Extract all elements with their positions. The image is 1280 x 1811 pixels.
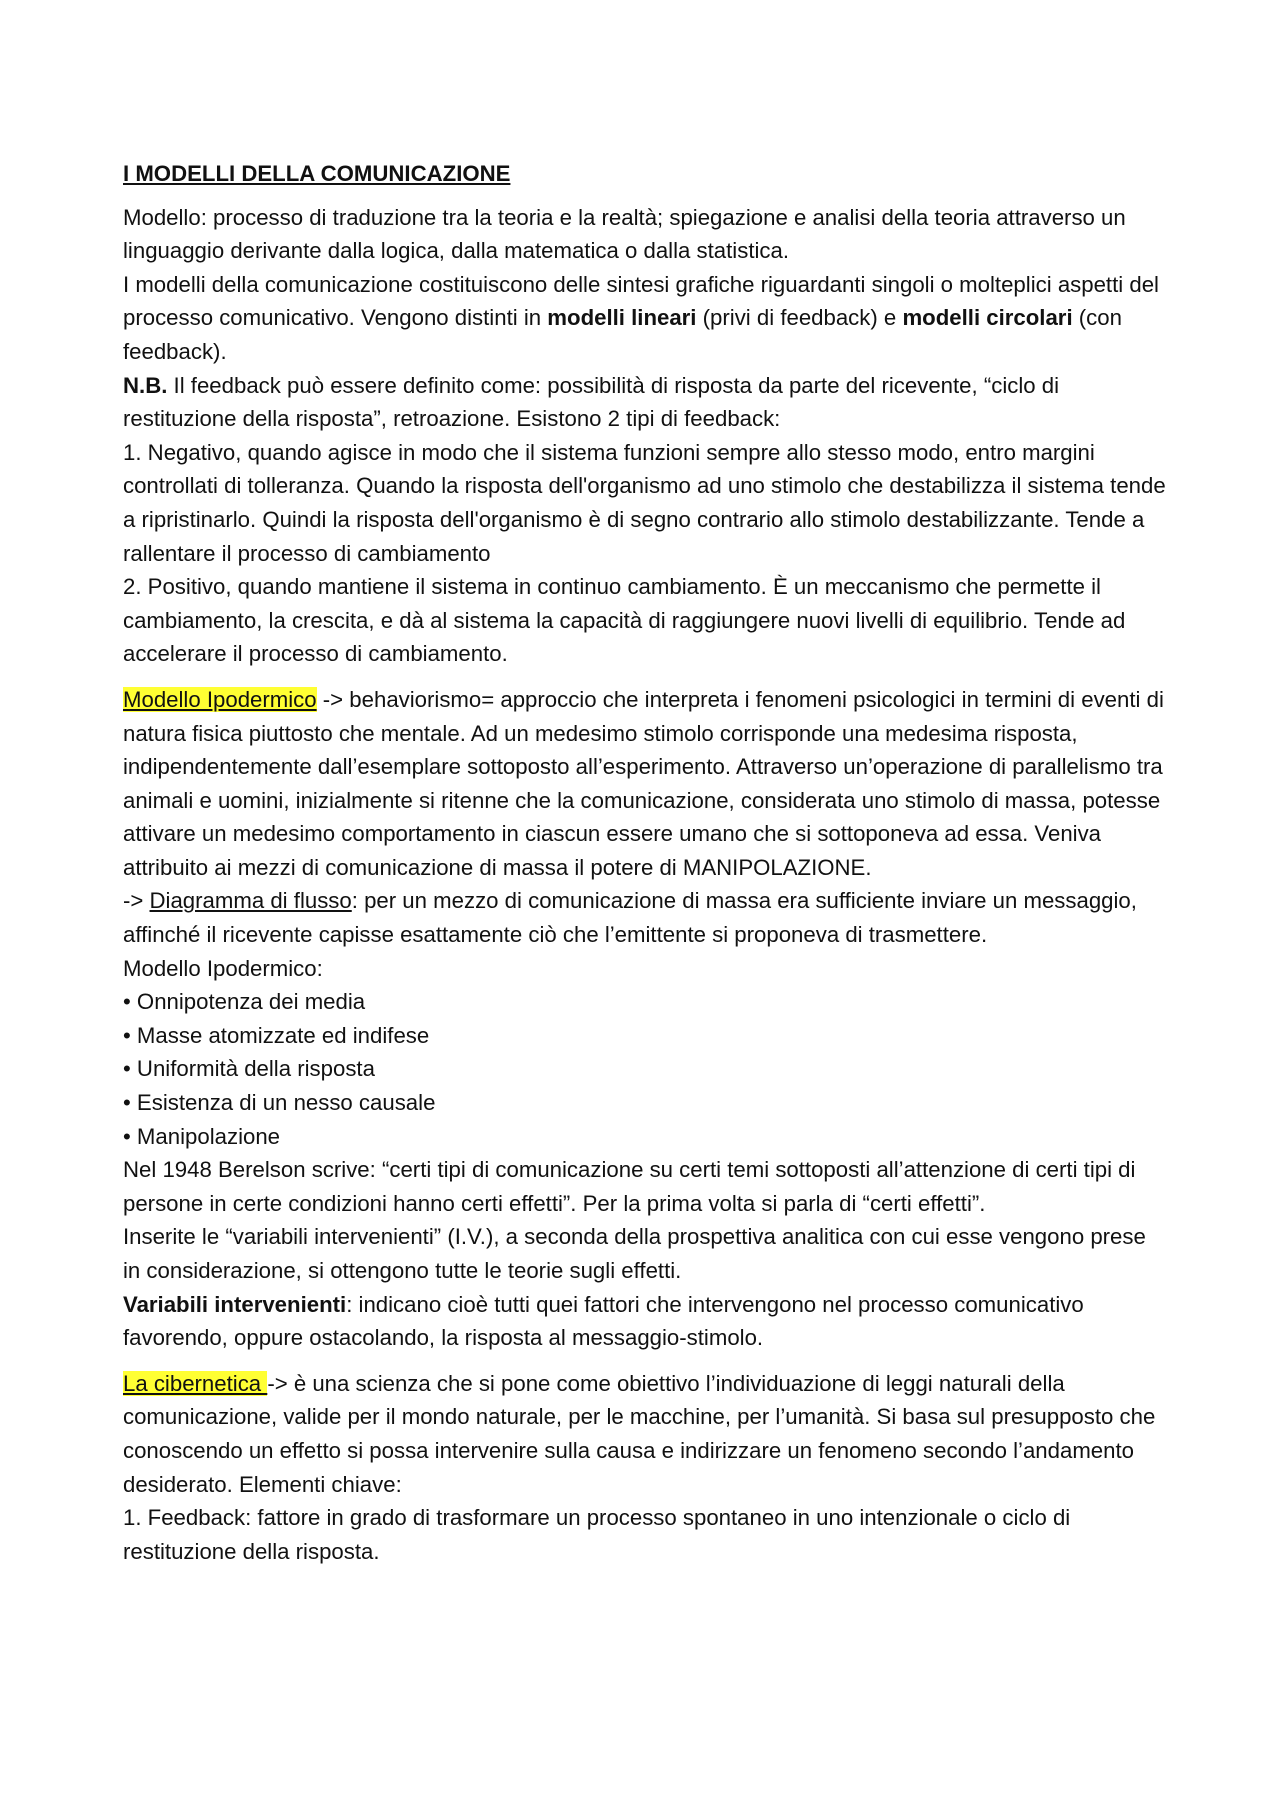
cibernetica-paragraph	[123, 1367, 1168, 1501]
nb-text: Il feedback può essere definito come: possibilità di risposta da parte del ricevente, “ciclo di restituzione della risposta”, retroazione. Esistono 2 tipi di feedback:	[123, 372, 1060, 432]
flow-diagram-label: Diagramma di flusso	[149, 888, 352, 914]
feedback-negative-item: 1. Negativo, quando agisce in modo che il sistema funzioni sempre allo stesso modo, entro margini controllati di tolleranza. Quando la risposta dell'organismo ad uno stimolo che destabilizza il sistema tende a ripristinarlo. Quindi la risposta dell'organismo è di segno contrario allo stimolo destabilizzante. Tende a rallentare il processo di cambiamento	[123, 439, 1166, 566]
list-item: • Uniformità della risposta	[123, 1056, 375, 1082]
intro-section	[123, 201, 1168, 671]
document-body	[123, 157, 1168, 1568]
page-title: I MODELLI DELLA COMUNICAZIONE	[123, 161, 511, 186]
ipodermico-paragraph	[123, 683, 1168, 885]
ipodermico-list-title: Modello Ipodermico:	[123, 955, 323, 981]
variabili-paragraph	[123, 1288, 1168, 1355]
nb-paragraph	[123, 369, 1168, 436]
models-text-c: (privi di feedback) e	[696, 305, 903, 331]
feedback-positive-item: 2. Positivo, quando mantiene il sistema in continuo cambiamento. È un meccanismo che permette il cambiamento, la crescita, e dà al sistema la capacità di raggiungere nuovi livelli di equilibrio. Tende ad accelerare il processo di cambiamento.	[123, 574, 1126, 667]
model-definition: Modello: processo di traduzione tra la teoria e la realtà; spiegazione e analisi della teoria attraverso un linguaggio derivante dalla logica, dalla matematica o dalla statistica.	[123, 204, 1126, 264]
ipodermico-section	[123, 683, 1168, 1355]
nb-label: N.B.	[123, 372, 168, 398]
linear-models-term: modelli lineari	[547, 305, 697, 331]
flow-diagram-paragraph	[123, 884, 1168, 951]
cibernetica-heading: La cibernetica	[123, 1370, 268, 1396]
flow-prefix: ->	[123, 888, 150, 914]
variabili-text: : indicano cioè tutti quei fattori che intervengono nel processo comunicativo favorendo, oppure ostacolando, la risposta al messaggio-stimolo.	[123, 1291, 1084, 1351]
circular-models-term: modelli circolari	[902, 305, 1073, 331]
models-paragraph	[123, 268, 1168, 369]
ipodermico-heading: Modello Ipodermico	[123, 686, 317, 712]
cibernetica-feedback-item: 1. Feedback: fattore in grado di trasformare un processo spontaneo in uno intenzionale o ciclo di restituzione della risposta.	[123, 1505, 1071, 1564]
variabili-label: Variabili intervenienti	[123, 1291, 347, 1317]
list-item: • Manipolazione	[123, 1123, 281, 1149]
variabili-intro-paragraph: Inserite le “variabili intervenienti” (I.V.), a seconda della prospettiva analitica con cui esse vengono prese in considerazione, si ottengono tutte le teorie sugli effetti.	[123, 1224, 1146, 1283]
list-item: • Onnipotenza dei media	[123, 989, 366, 1015]
ipodermico-text: -> behaviorismo= approccio che interpreta i fenomeni psicologici in termini di eventi di natura fisica piuttosto che mentale. Ad un medesimo stimolo corrisponde una medesima risposta, indipendentemente dall’esemplare sottoposto all’esperimento. Attraverso un’operazione di parallelismo tra animali e uomini, inizialmente si ritenne che la comunicazione, considerata uno stimolo di massa, potesse attivare un medesimo comportamento in ciascun essere umano che si sottoponeva ad essa. Veniva attribuito ai mezzi di comunicazione di massa il potere di MANIPOLAZIONE.	[123, 686, 1164, 880]
cibernetica-section	[123, 1367, 1168, 1569]
berelson-paragraph: Nel 1948 Berelson scrive: “certi tipi di comunicazione su certi temi sottoposti all’attenzione di certi tipi di persone in certe condizioni hanno certi effetti”. Per la prima volta si parla di “certi effetti”.	[123, 1157, 1136, 1216]
list-item: • Esistenza di un nesso causale	[123, 1090, 436, 1116]
models-text-a: I modelli della comunicazione costituiscono delle sintesi grafiche riguardanti singoli o molteplici aspetti del processo comunicativo. Vengono distinti in	[123, 271, 1159, 331]
cibernetica-text: -> è una scienza che si pone come obiettivo l’individuazione di leggi naturali della comunicazione, valide per il mondo naturale, per le macchine, per l’umanità. Si basa sul presupposto che conoscendo un effetto si possa intervenire sulla causa e indirizzare un fenomeno secondo l’andamento desiderato. Elementi chiave:	[123, 1370, 1156, 1497]
flow-diagram-text: : per un mezzo di comunicazione di massa era sufficiente inviare un messaggio, affinché il ricevente capisse esattamente ciò che l’emittente si proponeva di trasmettere.	[123, 888, 1137, 948]
list-item: • Masse atomizzate ed indifese	[123, 1022, 430, 1048]
models-text-e: (con feedback).	[123, 305, 1122, 364]
